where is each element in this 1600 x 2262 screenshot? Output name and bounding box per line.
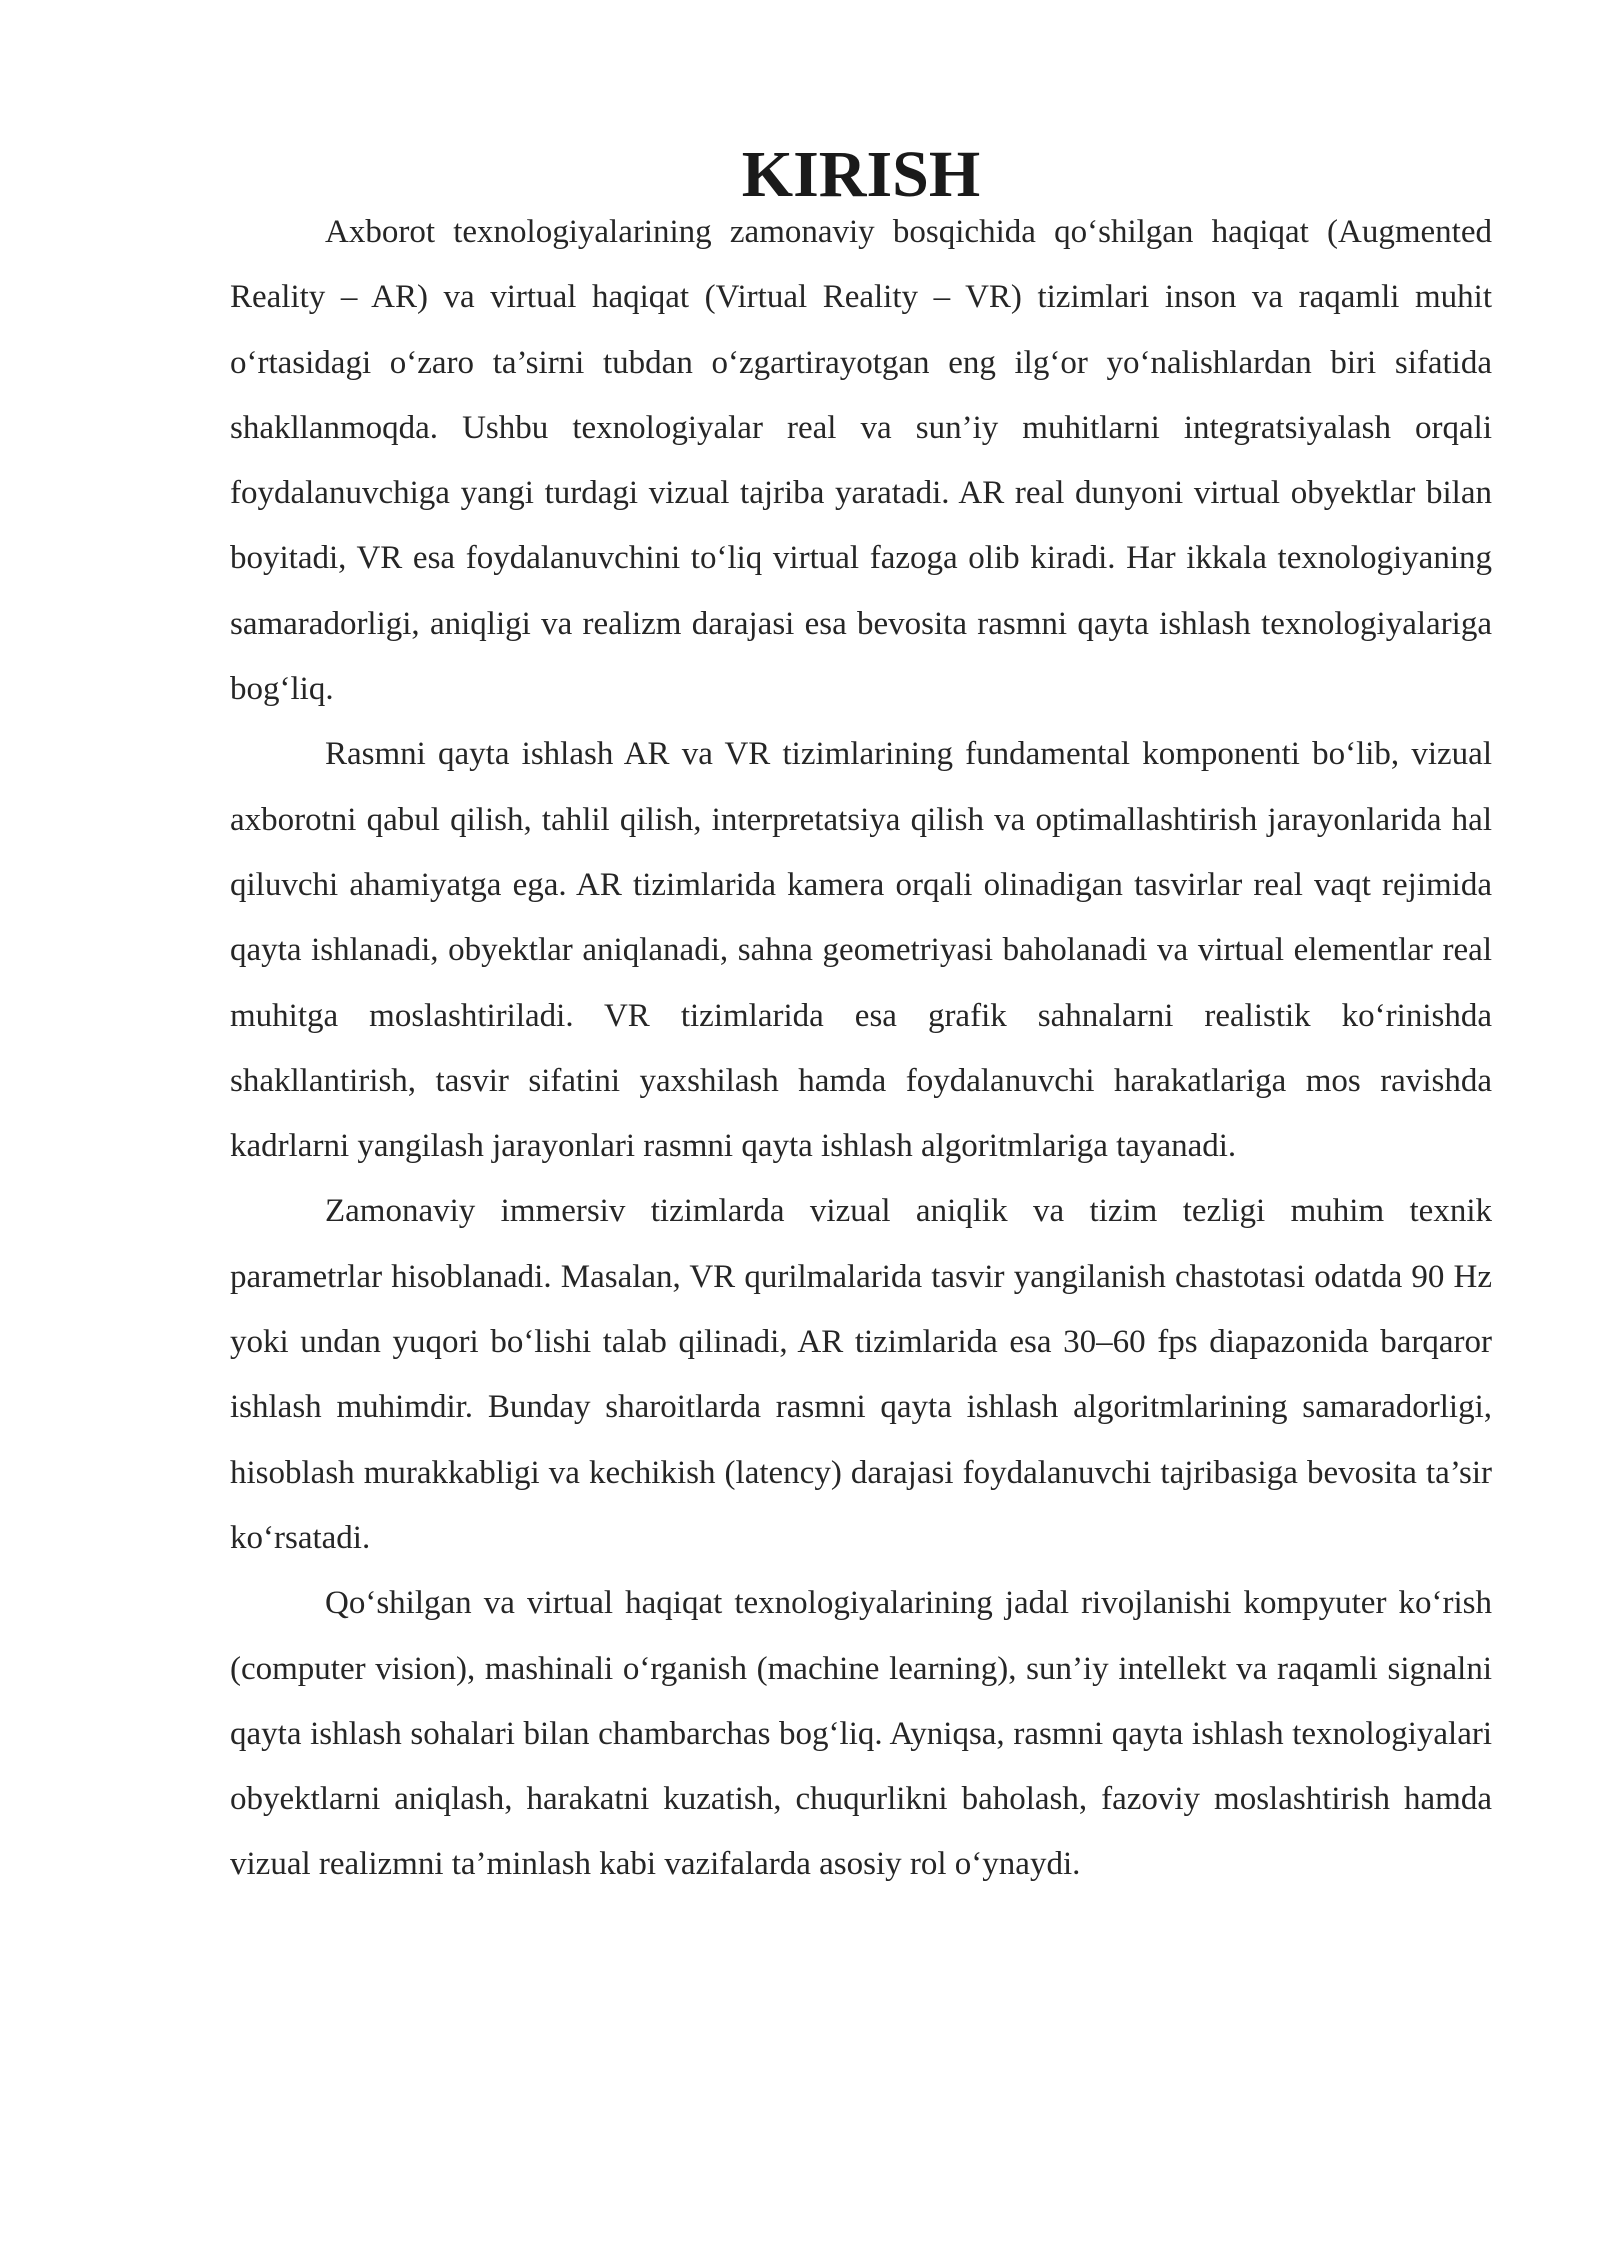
paragraph-1: Axborot texnologiyalarining zamonaviy bosqichida qo‘shilgan haqiqat (Augmented Reality – AR) va virtual haqiqat (Virtual Reality – VR) tizimlari inson va raqamli muhit o‘rtasidagi o‘zaro ta’sirni tubdan o‘zgartirayotgan eng ilg‘or yo‘nalishlardan biri sifatida shakllanmoqda. Ushbu texnologiyalar real va sun’iy muhitlarni integratsiyalash orqali foydalanuvchiga yangi turdagi vizual tajriba yaratadi. AR real dunyoni virtual obyektlar bilan boyitadi, VR esa foydalanuvchini to‘liq virtual fazoga olib kiradi. Har ikkala texnologiyaning samaradorligi, aniqligi va realizm darajasi esa bevosita rasmni qayta ishlash texnologiyalariga bog‘liq.	[230, 214, 1492, 708]
paragraph-3: Zamonaviy immersiv tizimlarda vizual aniqlik va tizim tezligi muhim texnik parametrlar hisoblanadi. Masalan, VR qurilmalarida tasvir yangilanish chastotasi odatda 90 Hz yoki undan yuqori bo‘lishi talab qilinadi, AR tizimlarida esa 30–60 fps diapazonida barqaror ishlash muhimdir. Bunday sharoitlarda rasmni qayta ishlash algoritmlarining samaradorligi, hisoblash murakkabligi va kechikish (latency) darajasi foydalanuvchi tajribasiga bevosita ta’sir ko‘rsatadi.	[230, 1193, 1492, 1556]
paragraph-4: Qo‘shilgan va virtual haqiqat texnologiyalarining jadal rivojlanishi kompyuter ko‘rish (computer vision), mashinali o‘rganish (machine learning), sun’iy intellekt va raqamli signalni qayta ishlash sohalari bilan chambarchas bog‘liq. Ayniqsa, rasmni qayta ishlash texnologiyalari obyektlarni aniqlash, harakatni kuzatish, chuqurlikni baholash, fazoviy moslashtirish hamda vizual realizmni ta’minlash kabi vazifalarda asosiy rol o‘ynaydi.	[230, 1585, 1492, 1883]
paragraph-2: Rasmni qayta ishlash AR va VR tizimlarining fundamental komponenti bo‘lib, vizual axborotni qabul qilish, tahlil qilish, interpretatsiya qilish va optimallashtirish jarayonlarida hal qiluvchi ahamiyatga ega. AR tizimlarida kamera orqali olinadigan tasvirlar real vaqt rejimida qayta ishlanadi, obyektlar aniqlanadi, sahna geometriyasi baholanadi va virtual elementlar real muhitga moslashtiriladi. VR tizimlarida esa grafik sahnalarni realistik ko‘rinishda shakllantirish, tasvir sifatini yaxshilash hamda foydalanuvchi harakatlariga mos ravishda kadrlarni yangilash jarayonlari rasmni qayta ishlash algoritmlariga tayanadi.	[230, 736, 1492, 1165]
document-body	[230, 138, 1492, 1898]
page-title: KIRISH	[741, 138, 981, 211]
